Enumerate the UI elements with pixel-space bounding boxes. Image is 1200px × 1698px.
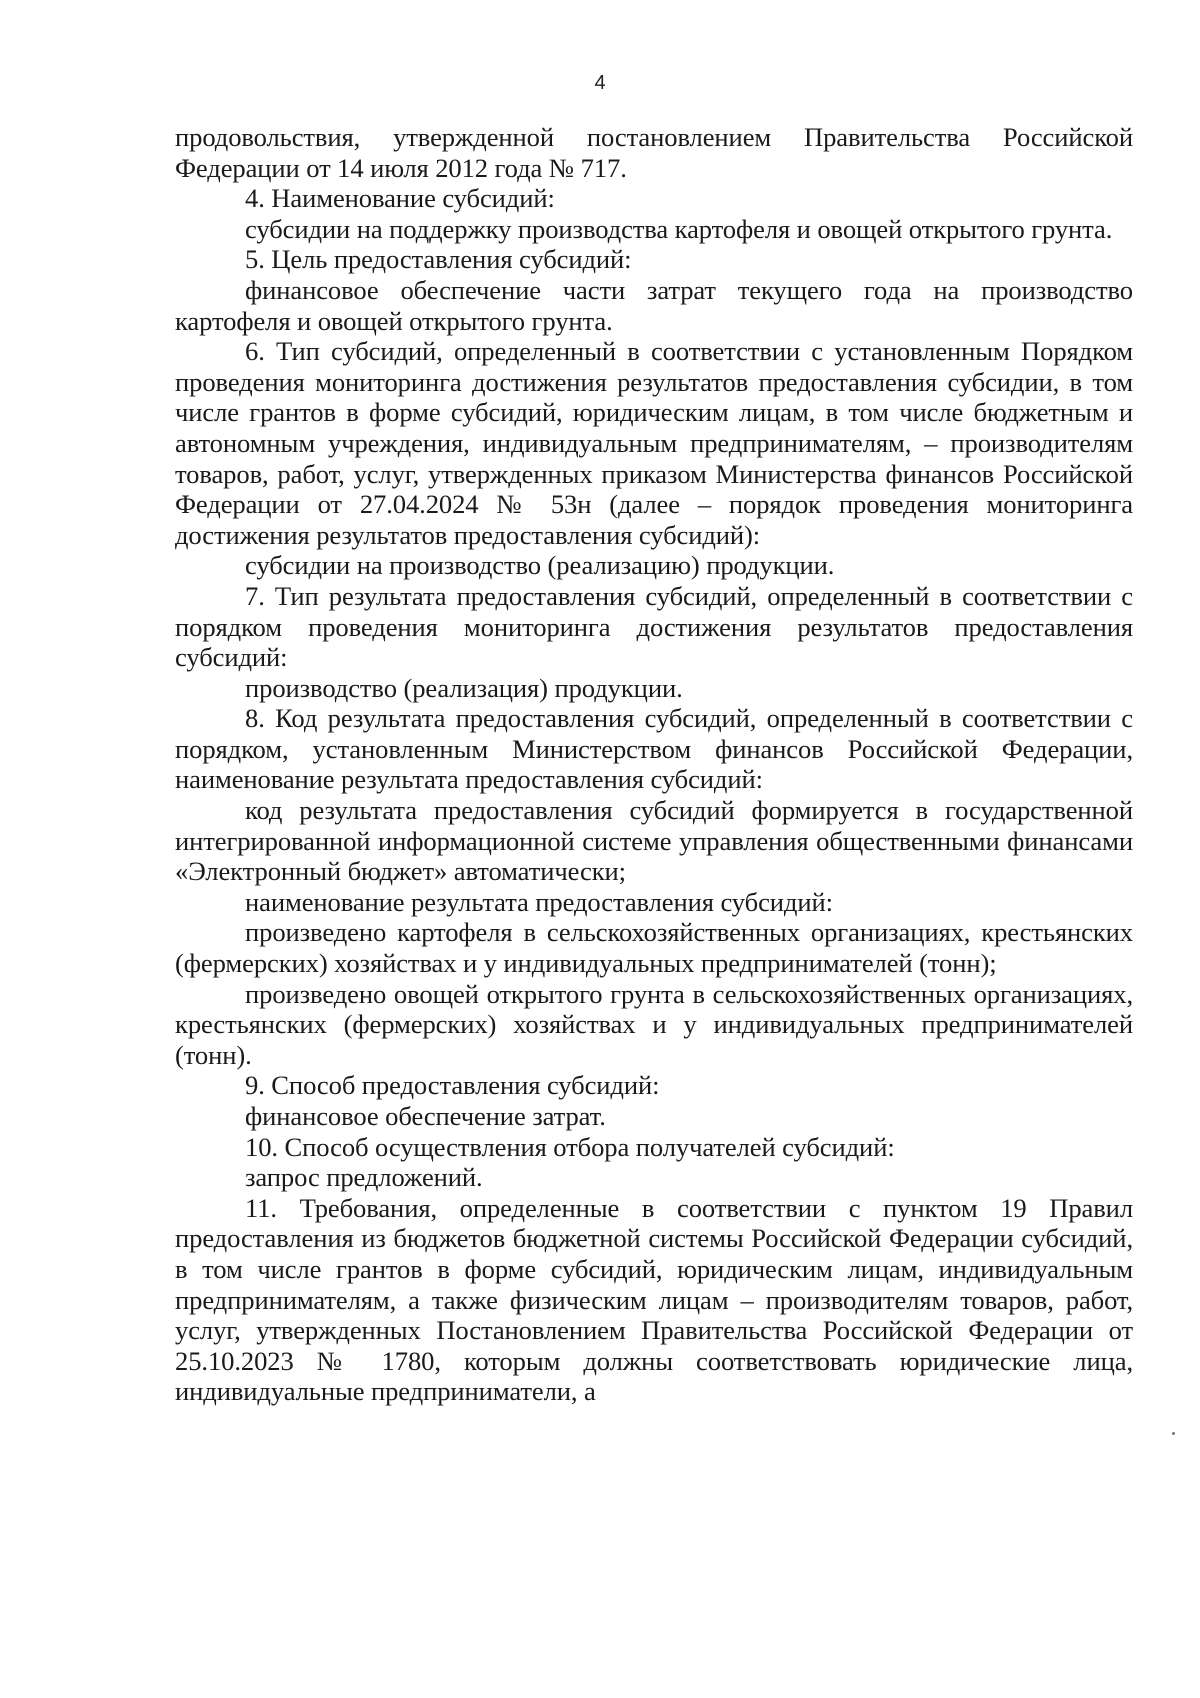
paragraph-selection-method: запрос предложений. (245, 1162, 483, 1193)
paragraph-item-6: 6. Тип субсидий, определенный в соответствии с установленным Порядком проведения мониторинга достижения результатов предоставления субсидии, в том числе грантов в форме субсидий, юридическим лицам, в том числе бюджетным и автономным учреждения, индивидуальным предпринимателям, – производителям товаров, работ, услуг, утвержденных приказом Министерства финансов Российской Федерации от 27.04.2024 № 53н (далее – порядок проведения мониторинга достижения результатов предоставления субсидий): (175, 336, 1133, 550)
scan-speck (1172, 1432, 1175, 1435)
paragraph-subsidy-name: субсидии на поддержку производства картофеля и овощей открытого грунта. (245, 213, 1113, 244)
paragraph-result-type: производство (реализация) продукции. (245, 672, 683, 703)
document-body (175, 122, 1133, 1407)
paragraph-provision-method: финансовое обеспечение затрат. (245, 1101, 606, 1131)
page-number: 4 (594, 72, 606, 94)
paragraph-result-vegetables: произведено овощей открытого грунта в сельскохозяйственных организациях, крестьянских (фермерских) хозяйствах и у индивидуальных предпринимателей (тонн). (175, 978, 1133, 1070)
paragraph-result-potatoes: произведено картофеля в сельскохозяйственных организациях, крестьянских (фермерских) хозяйствах и у индивидуальных предпринимателей (тонн); (175, 917, 1133, 979)
paragraph-subsidy-type: субсидии на производство (реализацию) продукции. (245, 550, 835, 581)
heading-item-5: 5. Цель предоставления субсидий: (245, 244, 632, 275)
paragraph-result-name-heading: наименование результата предоставления субсидий: (245, 886, 833, 917)
heading-item-4: 4. Наименование субсидий: (245, 183, 555, 214)
paragraph-result-code: код результата предоставления субсидий формируется в государственной интегрированной информационной системе управления общественными финансами «Электронный бюджет» автоматически; (175, 795, 1133, 887)
paragraph-subsidy-goal: финансовое обеспечение части затрат текущего года на производство картофеля и овощей открытого грунта. (175, 274, 1133, 336)
paragraph-item-8: 8. Код результата предоставления субсидий, определенный в соответствии с порядком, установленным Министерством финансов Российской Федерации, наименование результата предоставления субсидий: (175, 703, 1133, 795)
paragraph-continuation: продовольствия, утвержденной постановлением Правительства Российской Федерации от 14 июля 2012 года № 717. (175, 122, 1133, 183)
paragraph-item-11: 11. Требования, определенные в соответствии с пунктом 19 Правил предоставления из бюджетов бюджетной системы Российской Федерации субсидий, в том числе грантов в форме субсидий, юридическим лицам, индивидуальным предпринимателям, а также физическим лицам – производителям товаров, работ, услуг, утвержденных Постановлением Правительства Российской Федерации от 25.10.2023 № 1780, которым должны соответствовать юридические лица, индивидуальные предприниматели, а (175, 1192, 1133, 1407)
heading-item-9: 9. Способ предоставления субсидий: (245, 1070, 660, 1101)
paragraph-item-7: 7. Тип результата предоставления субсидий, определенный в соответствии с порядком проведения мониторинга достижения результатов предоставления субсидий: (175, 580, 1133, 673)
heading-item-10: 10. Способ осуществления отбора получателей субсидий: (245, 1131, 895, 1162)
